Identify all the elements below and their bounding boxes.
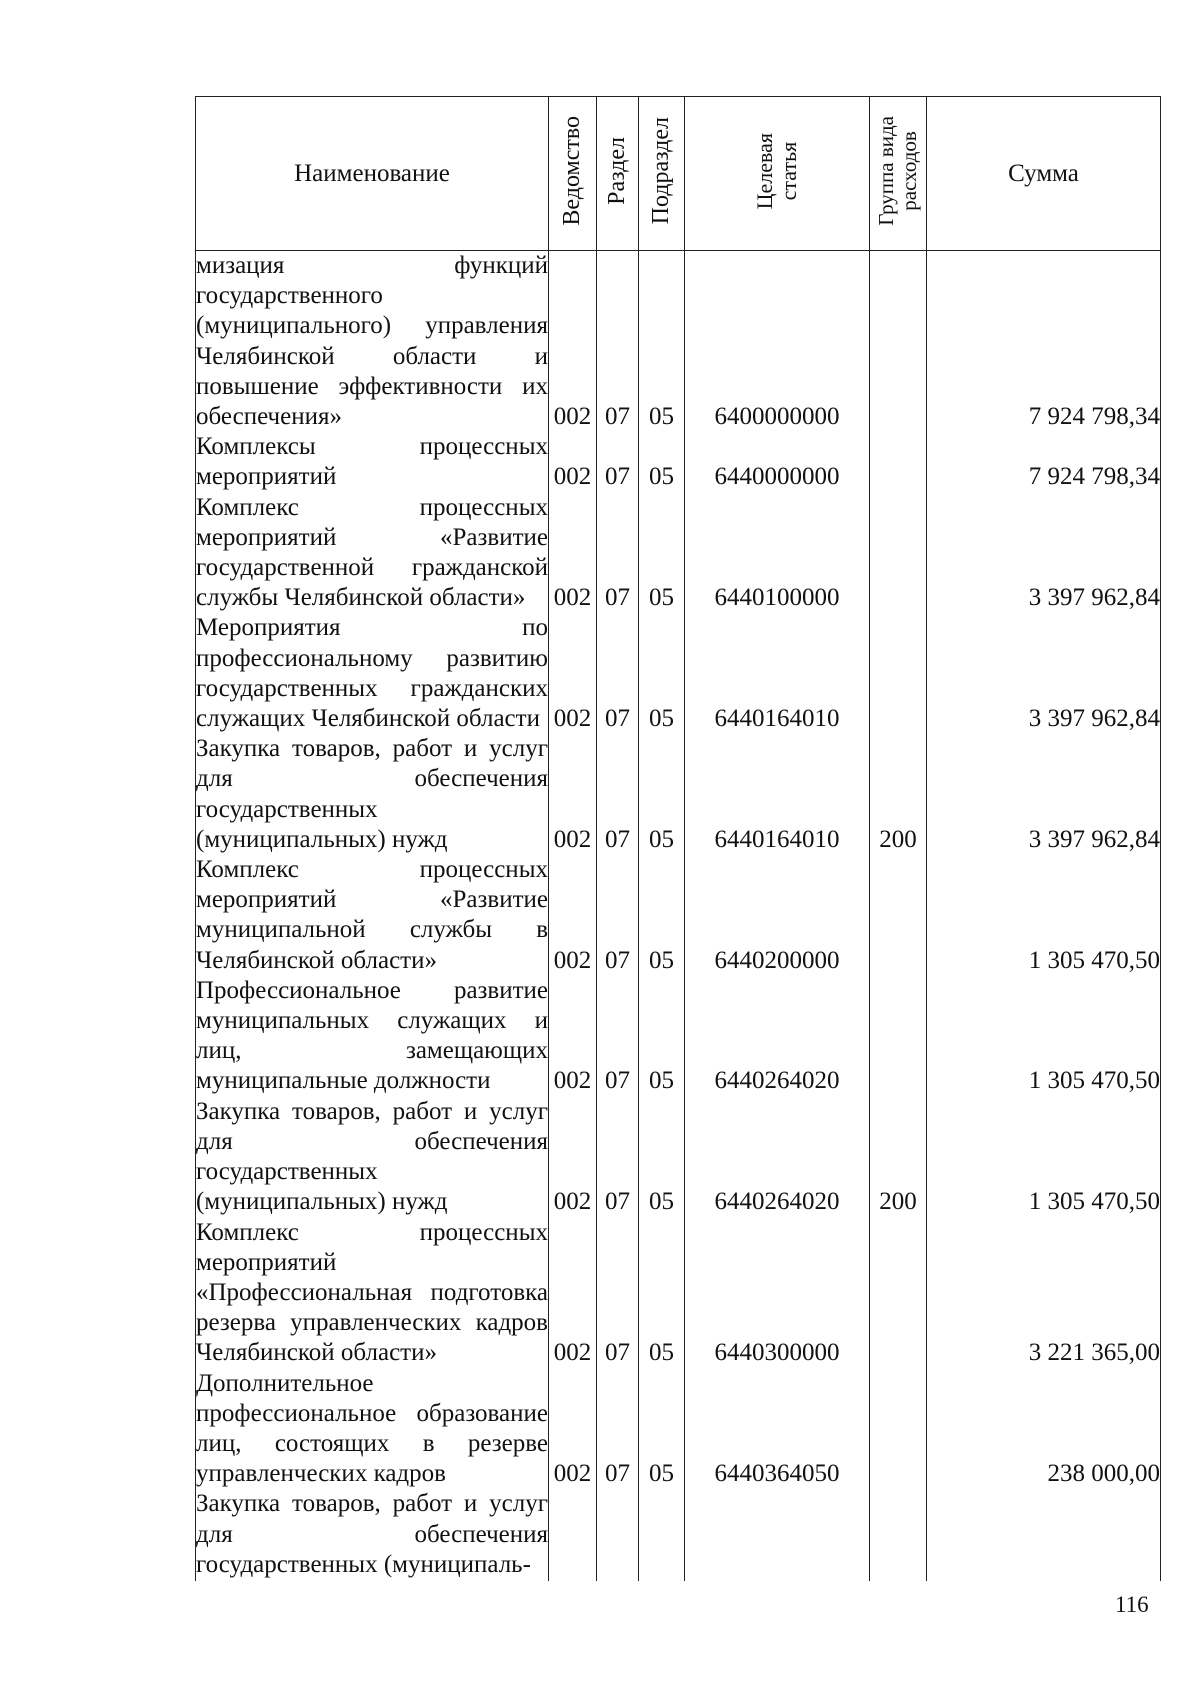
header-subsection [639,97,685,251]
row-subsection: 05 [639,855,685,976]
row-section: 07 [597,493,639,614]
row-section [597,1489,639,1581]
row-department: 002 [549,1218,597,1369]
table-row [196,1489,1161,1581]
header-section-label: Раздел [603,137,630,205]
row-sum: 3 397 962,84 [927,613,1161,734]
row-department: 002 [549,1097,597,1218]
row-target-article: 6440300000 [685,1218,870,1369]
budget-table [195,96,1161,1581]
row-name: Закупка товаров, работ и услуг для обеспечения государственных (муниципальных) нужд [196,734,549,855]
row-department: 002 [549,613,597,734]
row-section: 07 [597,1369,639,1490]
row-section: 07 [597,432,639,492]
table-row [196,855,1161,976]
header-target-article-label: Целевая статья [751,132,801,210]
header-target-article [685,97,870,251]
row-target-article: 6440100000 [685,493,870,614]
row-department: 002 [549,251,597,433]
row-section: 07 [597,855,639,976]
row-expense-group [870,1489,927,1581]
row-subsection: 05 [639,251,685,433]
row-section: 07 [597,613,639,734]
row-sum: 238 000,00 [927,1369,1161,1490]
row-sum: 3 221 365,00 [927,1218,1161,1369]
row-expense-group [870,1218,927,1369]
table-row [196,734,1161,855]
row-target-article: 6400000000 [685,251,870,433]
row-sum: 7 924 798,34 [927,251,1161,433]
header-section [597,97,639,251]
header-department-label: Ведомство [558,116,585,226]
row-target-article: 6440164010 [685,734,870,855]
row-expense-group [870,613,927,734]
row-subsection: 05 [639,493,685,614]
row-target-article: 6440000000 [685,432,870,492]
row-expense-group [870,976,927,1097]
row-subsection: 05 [639,976,685,1097]
table-row [196,613,1161,734]
row-expense-group [870,855,927,976]
row-subsection: 05 [639,613,685,734]
row-sum: 1 305 470,50 [927,855,1161,976]
row-target-article: 6440264020 [685,1097,870,1218]
row-target-article: 6440364050 [685,1369,870,1490]
row-name: Закупка товаров, работ и услуг для обеспечения государственных (муниципаль- [196,1489,549,1581]
row-department: 002 [549,976,597,1097]
row-subsection: 05 [639,1097,685,1218]
row-section: 07 [597,1218,639,1369]
row-section: 07 [597,734,639,855]
row-name: Комплекс процессных мероприятий «Профессиональная подготовка резерва управленческих кадров Челябинской области» [196,1218,549,1369]
header-subsection-label: Подраздел [647,117,674,225]
header-department [549,97,597,251]
row-target-article: 6440264020 [685,976,870,1097]
header-name: Наименование [196,97,549,251]
table-row [196,251,1161,433]
row-section: 07 [597,976,639,1097]
row-sum [927,1489,1161,1581]
page-number: 116 [1115,1592,1149,1617]
row-section: 07 [597,1097,639,1218]
row-sum: 1 305 470,50 [927,976,1161,1097]
row-target-article [685,1489,870,1581]
row-name: Мероприятия по профессиональному развитию государственных гражданских служащих Челябинской области [196,613,549,734]
row-target-article: 6440164010 [685,613,870,734]
row-expense-group [870,493,927,614]
row-name: Комплексы процессных мероприятий [196,432,549,492]
table-row [196,1218,1161,1369]
header-expense-group-label: Группа вида расходов [873,116,921,226]
row-department: 002 [549,432,597,492]
row-sum: 1 305 470,50 [927,1097,1161,1218]
table-header-row [196,97,1161,251]
row-subsection: 05 [639,1218,685,1369]
row-department [549,1489,597,1581]
header-sum: Сумма [927,97,1161,251]
row-expense-group: 200 [870,734,927,855]
row-sum: 7 924 798,34 [927,432,1161,492]
table-row [196,1097,1161,1218]
row-sum: 3 397 962,84 [927,493,1161,614]
table-body [196,251,1161,1582]
row-department: 002 [549,734,597,855]
row-name: Комплекс процессных мероприятий «Развитие муниципальной службы в Челябинской области» [196,855,549,976]
row-name: Комплекс процессных мероприятий «Развитие государственной гражданской службы Челябинской области» [196,493,549,614]
row-name: мизация функций государственного (муниципального) управления Челябинской области и повышение эффективности их обеспечения» [196,251,549,433]
row-subsection [639,1489,685,1581]
row-subsection: 05 [639,432,685,492]
row-section: 07 [597,251,639,433]
table-row [196,432,1161,492]
table-row [196,1369,1161,1490]
row-department: 002 [549,493,597,614]
row-sum: 3 397 962,84 [927,734,1161,855]
header-expense-group [870,97,927,251]
row-name: Закупка товаров, работ и услуг для обеспечения государственных (муниципальных) нужд [196,1097,549,1218]
row-name: Профессиональное развитие муниципальных служащих и лиц, замещающих муниципальные должности [196,976,549,1097]
row-expense-group: 200 [870,1097,927,1218]
row-expense-group [870,251,927,433]
row-department: 002 [549,855,597,976]
row-expense-group [870,1369,927,1490]
row-name: Дополнительное профессиональное образование лиц, состоящих в резерве управленческих кадров [196,1369,549,1490]
row-department: 002 [549,1369,597,1490]
row-subsection: 05 [639,1369,685,1490]
row-target-article: 6440200000 [685,855,870,976]
table-row [196,493,1161,614]
row-subsection: 05 [639,734,685,855]
row-expense-group [870,432,927,492]
table-row [196,976,1161,1097]
